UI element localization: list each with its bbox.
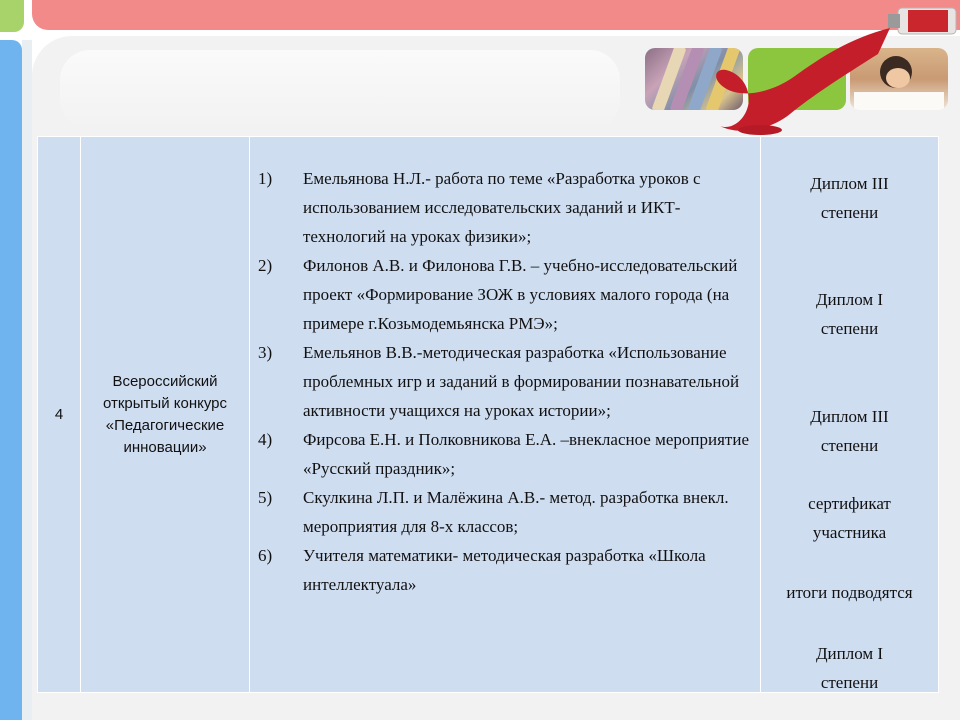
- table-row: [38, 137, 939, 693]
- award-text: итоги подводятся: [786, 583, 913, 602]
- work-number: 3): [258, 343, 273, 362]
- award-text: Диплом I степени: [815, 290, 884, 338]
- decor-left-strip-inner: [22, 40, 32, 720]
- award-text: Диплом III степени: [810, 407, 889, 455]
- work-number: 6): [258, 546, 273, 565]
- award-text: Диплом I степени: [815, 644, 884, 692]
- paint-splash-icon: [700, 18, 910, 136]
- list-item: [258, 251, 750, 338]
- contest-name: Всероссийский открытый конкурс «Педагогические инновации»: [81, 137, 250, 693]
- list-item: [258, 425, 750, 483]
- row-number: 4: [38, 137, 81, 693]
- award-text: сертификат участника: [808, 494, 891, 542]
- work-text: Филонов А.В. и Филонова Г.В. – учебно-исследовательский проект «Формирование ЗОЖ в условиях малого города (на примере г.Козьмодемьянска РМЭ»;: [303, 256, 738, 333]
- list-item: [258, 164, 750, 251]
- work-number: 4): [258, 430, 273, 449]
- work-text: Скулкина Л.П. и Малёжина А.В.- метод. разработка внекл. мероприятия для 8-х классов;: [303, 488, 729, 536]
- works-list: [258, 164, 750, 599]
- work-number: 5): [258, 488, 273, 507]
- works-cell: [250, 137, 761, 693]
- award-text: Диплом III степени: [810, 174, 889, 222]
- list-item: [258, 338, 750, 425]
- work-text: Емельянова Н.Л.- работа по теме «Разработка уроков с использованием исследовательских заданий и ИКТ-технологий на уроках физики»;: [303, 169, 701, 246]
- decor-green-corner: [0, 0, 24, 32]
- work-number: 1): [258, 169, 273, 188]
- decor-panel-highlight: [60, 50, 620, 130]
- work-text: Учителя математики- методическая разработка «Школа интеллектуала»: [303, 546, 706, 594]
- work-text: Фирсова Е.Н. и Полковникова Е.А. –внекласное мероприятие «Русский праздник»;: [303, 430, 749, 478]
- awards-cell: [761, 137, 939, 693]
- work-number: 2): [258, 256, 273, 275]
- decor-left-strip: [0, 40, 22, 720]
- list-item: [258, 483, 750, 541]
- work-text: Емельянов В.В.-методическая разработка «Использование проблемных игр и заданий в формировании познавательной активности учащихся на уроках истории»;: [303, 343, 740, 420]
- contest-table: [37, 136, 939, 693]
- list-item: [258, 541, 750, 599]
